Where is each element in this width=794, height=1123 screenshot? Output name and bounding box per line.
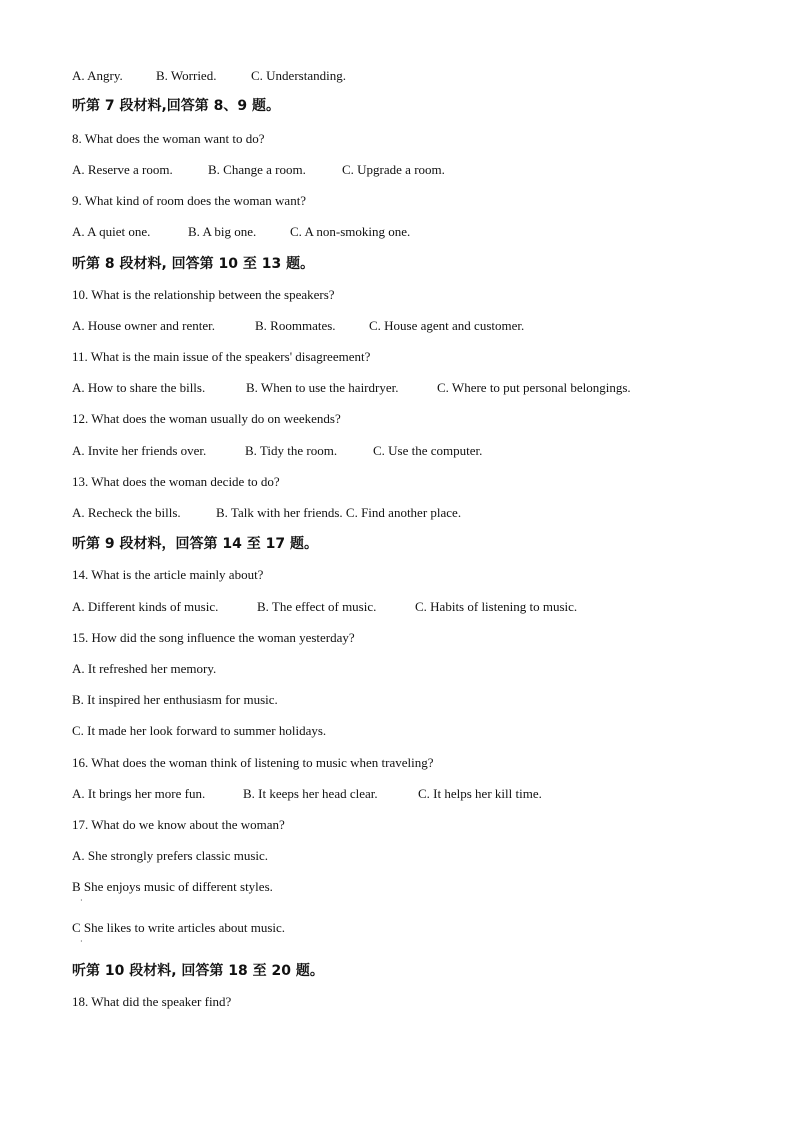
- option-a: A. Different kinds of music.: [72, 599, 219, 614]
- option-c: C. Habits of listening to music.: [415, 599, 578, 614]
- answer-option: B. It inspired her enthusiasm for music.: [72, 692, 278, 707]
- option-c: C. Use the computer.: [373, 443, 483, 458]
- option-a: A. House owner and renter.: [72, 318, 215, 333]
- question-text: 12. What does the woman usually do on weekends?: [72, 411, 341, 426]
- options-row: [72, 317, 524, 335]
- option-b: B. Change a room.: [208, 162, 306, 177]
- options-row: [72, 67, 346, 85]
- option-a: A. Invite her friends over.: [72, 443, 207, 458]
- option-a: A. How to share the bills.: [72, 380, 206, 395]
- option-c: C. It helps her kill time.: [418, 786, 542, 801]
- answer-option: C She likes to write articles about music.: [72, 920, 286, 935]
- option-a: A. Reserve a room.: [72, 162, 173, 177]
- question-text: 16. What does the woman think of listening to music when traveling?: [72, 755, 434, 770]
- option-b: B. Roommates.: [255, 318, 336, 333]
- question-text: 11. What is the main issue of the speakers' disagreement?: [72, 349, 371, 364]
- options-row: [72, 379, 631, 397]
- answer-option: C. It made her look forward to summer holidays.: [72, 723, 327, 738]
- question-text: 15. How did the song influence the woman yesterday?: [72, 630, 355, 645]
- option-a: A. A quiet one.: [72, 224, 151, 239]
- option-a: A. Recheck the bills.: [72, 505, 181, 520]
- options-row: [72, 442, 482, 460]
- option-a: A. It brings her more fun.: [72, 786, 206, 801]
- option-b: B. Talk with her friends. C. Find another place.: [216, 505, 462, 520]
- section-heading: 听第 7 段材料,回答第 8、9 题。: [72, 98, 281, 114]
- options-row: [72, 785, 542, 803]
- question-text: 9. What kind of room does the woman want?: [72, 193, 307, 208]
- stray-dot: ·: [80, 937, 83, 946]
- question-text: 8. What does the woman want to do?: [72, 131, 265, 146]
- option-a: A. Angry.: [72, 68, 123, 83]
- option-c: C. Understanding.: [251, 68, 346, 83]
- option-b: B. A big one.: [188, 224, 257, 239]
- stray-dot: ·: [80, 896, 83, 905]
- answer-option: B She enjoys music of different styles.: [72, 879, 273, 894]
- options-row: [72, 598, 577, 616]
- question-text: 10. What is the relationship between the speakers?: [72, 287, 335, 302]
- options-row: [72, 223, 410, 241]
- question-text: 14. What is the article mainly about?: [72, 567, 264, 582]
- section-heading: 听第 9 段材料，回答第 14 至 17 题。: [72, 536, 318, 552]
- option-c: C. Where to put personal belongings.: [437, 380, 631, 395]
- section-heading: 听第 8 段材料, 回答第 10 至 13 题。: [72, 256, 315, 272]
- options-row: [72, 161, 445, 179]
- option-b: B. The effect of music.: [257, 599, 377, 614]
- section-heading: 听第 10 段材料, 回答第 18 至 20 题。: [72, 963, 324, 979]
- options-row: [72, 504, 461, 522]
- option-c: C. A non-smoking one.: [290, 224, 411, 239]
- option-b: B. Worried.: [156, 68, 217, 83]
- option-b: B. When to use the hairdryer.: [246, 380, 399, 395]
- answer-option: A. She strongly prefers classic music.: [72, 848, 269, 863]
- question-text: 18. What did the speaker find?: [72, 994, 232, 1009]
- option-b: B. Tidy the room.: [245, 443, 338, 458]
- question-text: 17. What do we know about the woman?: [72, 817, 285, 832]
- answer-option: A. It refreshed her memory.: [72, 661, 217, 676]
- option-b: B. It keeps her head clear.: [243, 786, 378, 801]
- option-c: C. Upgrade a room.: [342, 162, 445, 177]
- option-c: C. House agent and customer.: [369, 318, 525, 333]
- question-text: 13. What does the woman decide to do?: [72, 474, 280, 489]
